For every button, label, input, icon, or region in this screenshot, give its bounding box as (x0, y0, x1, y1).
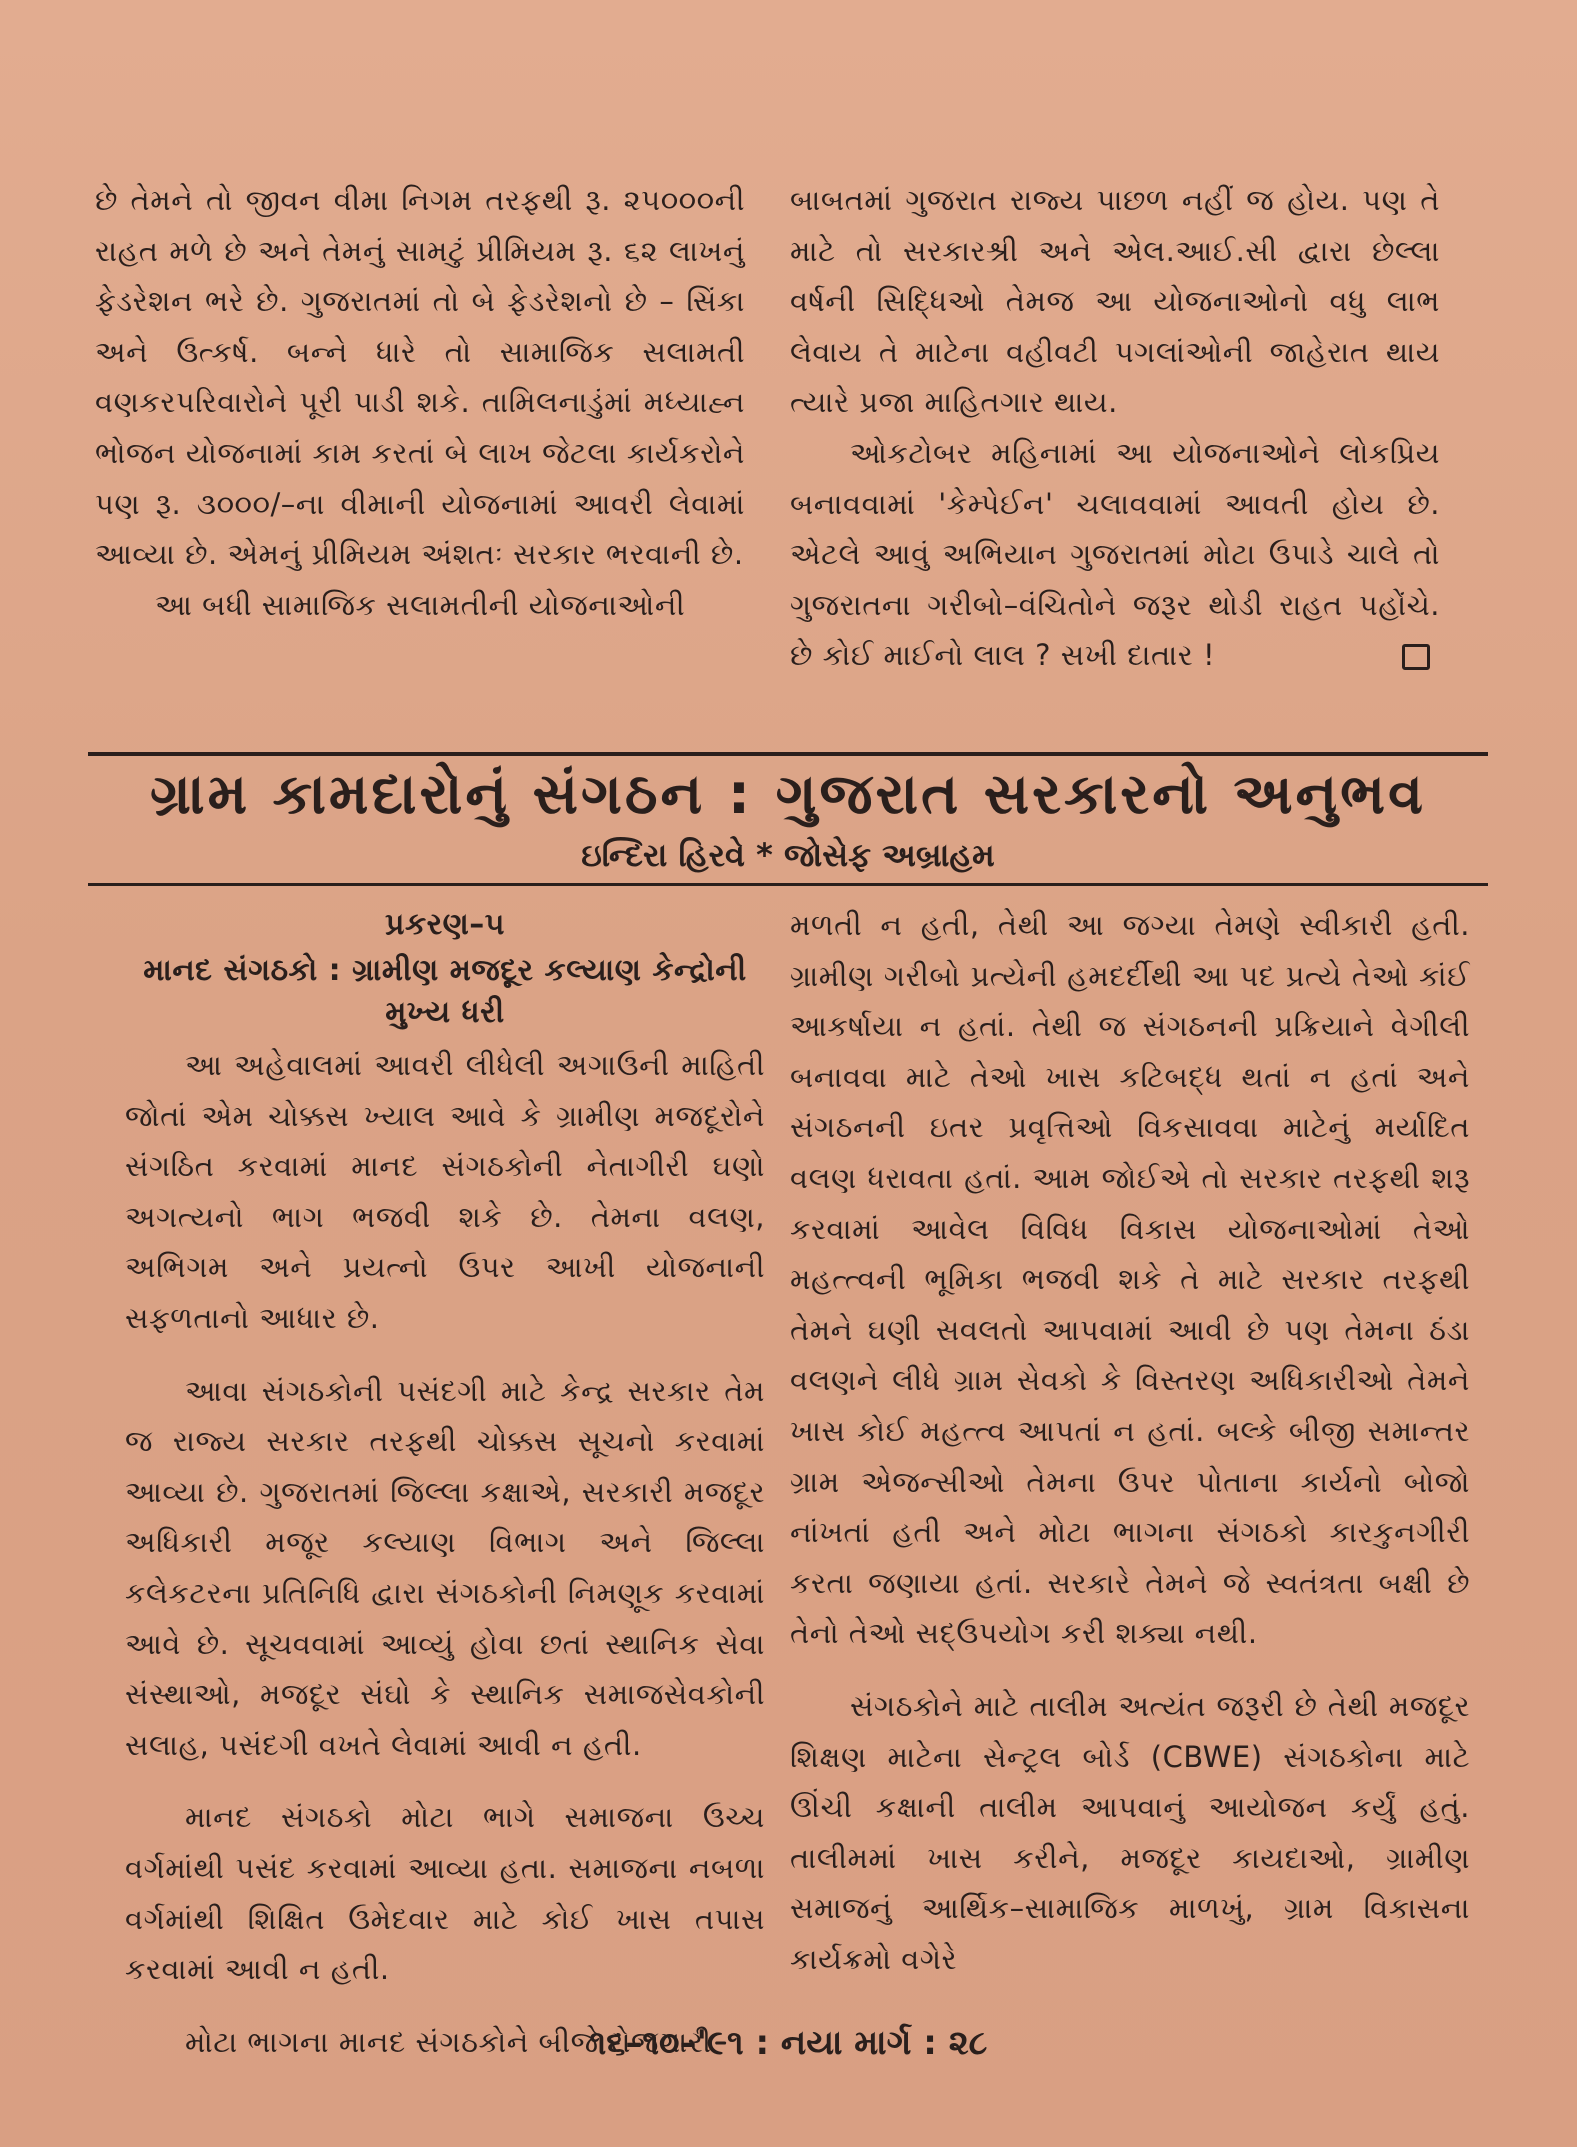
end-of-article-mark (1402, 644, 1430, 670)
paragraph: આ બધી સામાજિક સલામતીની યોજનાઓની (155, 587, 686, 622)
chapter-heading: પ્રકરણ–૫ (384, 907, 506, 942)
paragraph-text: ઓકટોબર મહિનામાં આ યોજનાઓને લોકપ્રિય બનાવવામાં 'કેમ્પેઈન' ચલાવવામાં આવતી હોય છે. એટલે આવું અભિયાન ગુજરાતમાં મોટા ઉપાડે ચાલે તો ગુજરાતના ગરીબો–વંચિતોને જરૂર થોડી રાહત પહોંચે. છે કોઈ માઈનો લાલ ? સખી દાતાર ! (790, 435, 1440, 673)
top-left-column (95, 175, 745, 630)
paragraph: માનદ સંગઠકો મોટા ભાગે સમાજના ઉચ્ચ વર્ગમાંથી પસંદ કરવામાં આવ્યા હતા. સમાજના નબળા વર્ગમાંથી શિક્ષિત ઉમેદવાર માટે કોઈ ખાસ તપાસ કરવામાં આવી ન હતી. (125, 1800, 765, 1987)
paragraph: મળતી ન હતી, તેથી આ જગ્યા તેમણે સ્વીકારી હતી. ગ્રામીણ ગરીબો પ્રત્યેની હમદર્દીથી આ પદ પ્રત્યે તેઓ કાંઈ આકર્ષાયા ન હતાં. તેથી જ સંગઠનની પ્રક્રિયાને વેગીલી બનાવવા માટે તેઓ ખાસ કટિબદ્ધ થતાં ન હતાં અને સંગઠનની ઇતર પ્રવૃત્તિઓ વિકસાવવા માટેનું મર્યાદિત વલણ ધરાવતા હતાં. આમ જોઈએ તો સરકાર તરફથી શરૂ કરવામાં આવેલ વિવિધ વિકાસ યોજનાઓમાં તેઓ મહત્ત્વની ભૂમિકા ભજવી શકે તે માટે સરકાર તરફથી તેમને ઘણી સવલતો આપવામાં આવી છે પણ તેમના ઠંડા વલણને લીધે ગ્રામ સેવકો કે વિસ્તરણ અધિકારીઓ તેમને ખાસ કોઈ મહત્ત્વ આપતાં ન હતાં. બલ્કે બીજી સમાન્તર ગ્રામ એજન્સીઓ તેમના ઉપર પોતાના કાર્યનો બોજો નાંખતાં હતી અને મોટા ભાગના સંગઠકો કારકુનગીરી કરતા જણાયા હતાં. સરકારે તેમને જે સ્વતંત્રતા બક્ષી છે તેનો તેઓ સદ્ઉપયોગ કરી શક્યા નથી. (790, 908, 1470, 1651)
article-title: ગ્રામ કામદારોનું સંગઠન : ગુજરાત સરકારનો અનુભવ (150, 762, 1426, 827)
section-heading: માનદ સંગઠકો : ગ્રામીણ મજદૂર કલ્યાણ કેન્દ્રોની મુખ્ય ધરી (143, 953, 747, 1030)
bottom-left-column (125, 900, 765, 2067)
paragraph: છે તેમને તો જીવન વીમા નિગમ તરફથી રૂ. ૨૫૦૦૦ની રાહત મળે છે અને તેમનું સામટું પ્રીમિયમ રૂ. ૬૨ લાખનું ફેડરેશન ભરે છે. ગુજરાતમાં તો બે ફેડરેશનો છે – સિંકા અને ઉત્કર્ષ. બન્ને ધારે તો સામાજિક સલામતી વણકરપરિવારોને પૂરી પાડી શકે. તામિલનાડુંમાં મધ્યાહ્ન ભોજન યોજનામાં કામ કરતાં બે લાખ જેટલા કાર્યકરોને પણ રૂ. ૩૦૦૦/–ના વીમાની યોજનામાં આવરી લેવામાં આવ્યા છે. એમનું પ્રીમિયમ અંશતઃ સરકાર ભરવાની છે. (95, 183, 745, 572)
paragraph: બાબતમાં ગુજરાત રાજ્ય પાછળ નહીં જ હોય. પણ તે માટે તો સરકારશ્રી અને એલ.આઈ.સી દ્વારા છેલ્લા વર્ષની સિદ્ધિઓ તેમજ આ યોજનાઓનો વધુ લાભ લેવાય તે માટેના વહીવટી પગલાંઓની જાહેરાત થાય ત્યારે પ્રજા માહિતગાર થાય. (790, 183, 1440, 420)
bottom-right-column (790, 900, 1470, 1984)
paragraph: આવા સંગઠકોની પસંદગી માટે કેન્દ્ર સરકાર તેમ જ રાજ્ય સરકાર તરફથી ચોક્કસ સૂચનો કરવામાં આવ્યા છે. ગુજરાતમાં જિલ્લા કક્ષાએ, સરકારી મજદૂર અધિકારી મજૂર કલ્યાણ વિભાગ અને જિલ્લા કલેકટરના પ્રતિનિધિ દ્વારા સંગઠકોની નિમણૂક કરવામાં આવે છે. સૂચવવામાં આવ્યું હોવા છતાં સ્થાનિક સેવા સંસ્થાઓ, મજદૂર સંઘો કે સ્થાનિક સમાજસેવકોની સલાહ, પસંદગી વખતે લેવામાં આવી ન હતી. (125, 1373, 765, 1762)
page-footer: ૧૬–૧૦–'૯૧ : નયા માર્ગ : ૨૮ (589, 2023, 988, 2063)
top-right-column (790, 175, 1440, 681)
paragraph: સંગઠકોને માટે તાલીમ અત્યંત જરૂરી છે તેથી મજદૂર શિક્ષણ માટેના સેન્ટ્રલ બોર્ડ (CBWE) સંગઠકોના માટે ઊંચી કક્ષાની તાલીમ આપવાનું આયોજન કર્યું હતું. તાલીમમાં ખાસ કરીને, મજદૂર કાયદાઓ, ગ્રામીણ સમાજનું આર્થિક–સામાજિક માળખું, ગ્રામ વિકાસના કાર્યક્રમો વગેરે (790, 1688, 1470, 1976)
paragraph (790, 428, 1440, 681)
article-authors: ઇન્દિરા હિરવે * જોસેફ અબ્રાહમ (581, 836, 995, 874)
paragraph: આ અહેવાલમાં આવરી લીધેલી અગાઉની માહિતી જોતાં એમ ચોક્કસ ખ્યાલ આવે કે ગ્રામીણ મજદૂરોને સંગઠિત કરવામાં માનદ સંગઠકોની નેતાગીરી ઘણો અગત્યનો ભાગ ભજવી શકે છે. તેમના વલણ, અભિગમ અને પ્રયત્નો ઉપર આખી યોજનાની સફળતાનો આધાર છે. (125, 1048, 765, 1335)
paragraph: મોટા ભાગના માનદ સંગઠકોને બીજે રોજગારી (185, 2024, 712, 2059)
bottom-rule (88, 883, 1488, 886)
